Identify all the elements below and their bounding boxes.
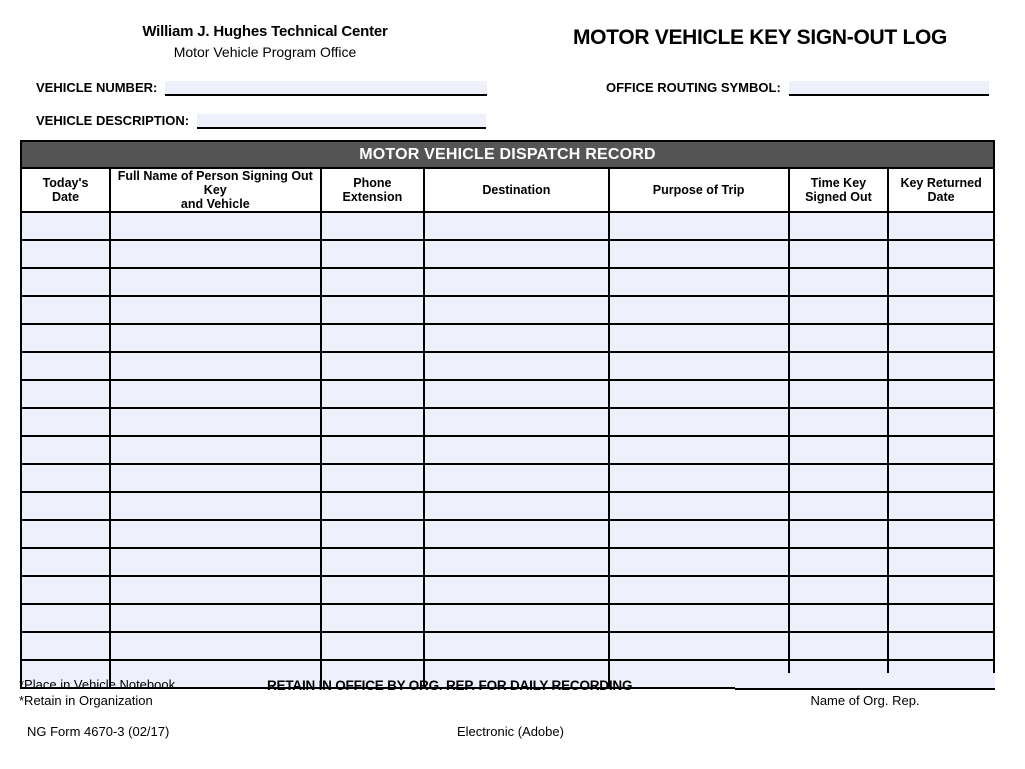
- table-cell-r5-c1[interactable]: [110, 352, 321, 380]
- table-cell-r6-c5[interactable]: [789, 380, 888, 408]
- electronic-format-label: Electronic (Adobe): [457, 724, 564, 739]
- table-cell-r2-c2[interactable]: [321, 268, 425, 296]
- table-row: [21, 268, 994, 296]
- organization-office: Motor Vehicle Program Office: [173, 44, 357, 60]
- table-cell-r14-c0[interactable]: [21, 604, 110, 632]
- table-cell-r7-c1[interactable]: [110, 408, 321, 436]
- table-cell-r1-c2[interactable]: [321, 240, 425, 268]
- table-cell-r7-c4[interactable]: [609, 408, 789, 436]
- table-cell-r15-c6[interactable]: [888, 632, 994, 660]
- table-cell-r2-c4[interactable]: [609, 268, 789, 296]
- table-cell-r11-c0[interactable]: [21, 520, 110, 548]
- table-row: [21, 212, 994, 240]
- column-header-3: [424, 168, 608, 212]
- column-header-line: Date: [51, 190, 80, 204]
- table-cell-r4-c0[interactable]: [21, 324, 110, 352]
- table-cell-r8-c2[interactable]: [321, 436, 425, 464]
- table-cell-r11-c1[interactable]: [110, 520, 321, 548]
- page-title: MOTOR VEHICLE KEY SIGN-OUT LOG: [572, 26, 948, 49]
- table-cell-r7-c0[interactable]: [21, 408, 110, 436]
- column-header-5: [789, 168, 888, 212]
- table-cell-r0-c5[interactable]: [789, 212, 888, 240]
- table-row: [21, 240, 994, 268]
- table-row: [21, 464, 994, 492]
- table-cell-r7-c3[interactable]: [424, 408, 608, 436]
- table-cell-r8-c0[interactable]: [21, 436, 110, 464]
- column-header-line: Signed Out: [805, 190, 872, 204]
- table-cell-r10-c0[interactable]: [21, 492, 110, 520]
- table-band-row: [21, 141, 994, 168]
- table-cell-r9-c2[interactable]: [321, 464, 425, 492]
- office-routing-symbol-row: [606, 80, 989, 96]
- table-cell-r12-c6[interactable]: [888, 548, 994, 576]
- table-row: [21, 492, 994, 520]
- column-header-2: [321, 168, 425, 212]
- table-cell-r13-c3[interactable]: [424, 576, 608, 604]
- table-cell-r3-c1[interactable]: [110, 296, 321, 324]
- table-band-title: MOTOR VEHICLE DISPATCH RECORD: [21, 141, 994, 168]
- table-cell-r0-c6[interactable]: [888, 212, 994, 240]
- table-cell-r12-c0[interactable]: [21, 548, 110, 576]
- table-cell-r10-c1[interactable]: [110, 492, 321, 520]
- table-row: [21, 604, 994, 632]
- table-cell-r8-c4[interactable]: [609, 436, 789, 464]
- organization-block: [20, 22, 510, 62]
- table-cell-r0-c0[interactable]: [21, 212, 110, 240]
- table-cell-r4-c6[interactable]: [888, 324, 994, 352]
- table-cell-r14-c4[interactable]: [609, 604, 789, 632]
- vehicle-number-label: VEHICLE NUMBER:: [36, 80, 158, 95]
- table-cell-r4-c3[interactable]: [424, 324, 608, 352]
- table-cell-r10-c4[interactable]: [609, 492, 789, 520]
- table-cell-r4-c1[interactable]: [110, 324, 321, 352]
- table-cell-r15-c0[interactable]: [21, 632, 110, 660]
- table-row: [21, 324, 994, 352]
- vehicle-description-label: VEHICLE DESCRIPTION:: [36, 113, 190, 128]
- table-cell-r14-c6[interactable]: [888, 604, 994, 632]
- table-row: [21, 352, 994, 380]
- column-header-line: Today's: [42, 176, 89, 190]
- table-cell-r14-c2[interactable]: [321, 604, 425, 632]
- footnote-place-in-vehicle-notebook: *Place in Vehicle Notebook: [19, 677, 176, 692]
- table-row: [21, 632, 994, 660]
- table-cell-r8-c1[interactable]: [110, 436, 321, 464]
- footnote-retain-in-organization: *Retain in Organization: [19, 693, 153, 708]
- table-header-row: [21, 168, 994, 212]
- table-cell-r9-c1[interactable]: [110, 464, 321, 492]
- table-cell-r3-c6[interactable]: [888, 296, 994, 324]
- table-cell-r14-c1[interactable]: [110, 604, 321, 632]
- table-cell-r12-c5[interactable]: [789, 548, 888, 576]
- column-header-line: Phone: [353, 176, 392, 190]
- table-cell-r6-c1[interactable]: [110, 380, 321, 408]
- vehicle-number-input[interactable]: [165, 81, 487, 96]
- column-header-line: Purpose of Trip: [652, 183, 745, 197]
- table-cell-r7-c6[interactable]: [888, 408, 994, 436]
- table-cell-r5-c6[interactable]: [888, 352, 994, 380]
- table-body: [21, 212, 994, 688]
- column-header-0: [21, 168, 110, 212]
- column-header-line: and Vehicle: [180, 197, 250, 211]
- table-cell-r15-c2[interactable]: [321, 632, 425, 660]
- table-cell-r13-c1[interactable]: [110, 576, 321, 604]
- table-cell-r2-c3[interactable]: [424, 268, 608, 296]
- table-cell-r2-c0[interactable]: [21, 268, 110, 296]
- table-cell-r0-c1[interactable]: [110, 212, 321, 240]
- table-cell-r5-c3[interactable]: [424, 352, 608, 380]
- table-cell-r1-c0[interactable]: [21, 240, 110, 268]
- table-cell-r9-c4[interactable]: [609, 464, 789, 492]
- org-rep-name-input[interactable]: [735, 673, 995, 690]
- table-cell-r9-c0[interactable]: [21, 464, 110, 492]
- table-cell-r9-c5[interactable]: [789, 464, 888, 492]
- table-cell-r7-c2[interactable]: [321, 408, 425, 436]
- column-header-line: Extension: [342, 190, 403, 204]
- table-cell-r11-c5[interactable]: [789, 520, 888, 548]
- table-cell-r3-c3[interactable]: [424, 296, 608, 324]
- table-cell-r3-c4[interactable]: [609, 296, 789, 324]
- table-cell-r10-c2[interactable]: [321, 492, 425, 520]
- table-cell-r0-c3[interactable]: [424, 212, 608, 240]
- table-row: [21, 576, 994, 604]
- table-cell-r12-c2[interactable]: [321, 548, 425, 576]
- column-header-line: Destination: [482, 183, 551, 197]
- table-cell-r11-c4[interactable]: [609, 520, 789, 548]
- table-cell-r5-c5[interactable]: [789, 352, 888, 380]
- office-routing-symbol-input[interactable]: [789, 81, 989, 96]
- table-cell-r11-c6[interactable]: [888, 520, 994, 548]
- form-number-label: NG Form 4670-3 (02/17): [27, 724, 170, 739]
- table-row: [21, 436, 994, 464]
- table-cell-r12-c1[interactable]: [110, 548, 321, 576]
- table-cell-r15-c5[interactable]: [789, 632, 888, 660]
- table-cell-r10-c5[interactable]: [789, 492, 888, 520]
- org-rep-caption: Name of Org. Rep.: [810, 693, 920, 708]
- table-cell-r6-c6[interactable]: [888, 380, 994, 408]
- column-header-4: [609, 168, 789, 212]
- table-cell-r6-c2[interactable]: [321, 380, 425, 408]
- table-cell-r10-c3[interactable]: [424, 492, 608, 520]
- table-cell-r8-c5[interactable]: [789, 436, 888, 464]
- table-cell-r11-c2[interactable]: [321, 520, 425, 548]
- table-cell-r3-c0[interactable]: [21, 296, 110, 324]
- table-cell-r12-c3[interactable]: [424, 548, 608, 576]
- table-cell-r1-c6[interactable]: [888, 240, 994, 268]
- table-cell-r0-c4[interactable]: [609, 212, 789, 240]
- table-cell-r7-c5[interactable]: [789, 408, 888, 436]
- retain-in-office-notice: RETAIN IN OFFICE BY ORG. REP. FOR DAILY RECORDING: [267, 678, 633, 693]
- table-cell-r4-c2[interactable]: [321, 324, 425, 352]
- table-cell-r15-c4[interactable]: [609, 632, 789, 660]
- vehicle-number-row: [36, 80, 487, 96]
- table-cell-r12-c4[interactable]: [609, 548, 789, 576]
- table-cell-r6-c4[interactable]: [609, 380, 789, 408]
- table-cell-r5-c2[interactable]: [321, 352, 425, 380]
- table-row: [21, 380, 994, 408]
- table-cell-r6-c3[interactable]: [424, 380, 608, 408]
- table-cell-r14-c5[interactable]: [789, 604, 888, 632]
- page-header: [0, 0, 1025, 70]
- table-cell-r15-c3[interactable]: [424, 632, 608, 660]
- column-header-line: Date: [927, 190, 955, 204]
- table-cell-r13-c2[interactable]: [321, 576, 425, 604]
- table-row: [21, 520, 994, 548]
- table-cell-r8-c6[interactable]: [888, 436, 994, 464]
- table-cell-r3-c5[interactable]: [789, 296, 888, 324]
- table-cell-r11-c3[interactable]: [424, 520, 608, 548]
- table-cell-r9-c3[interactable]: [424, 464, 608, 492]
- vehicle-description-input[interactable]: [197, 114, 486, 129]
- organization-name: William J. Hughes Technical Center: [142, 23, 388, 40]
- table-cell-r1-c1[interactable]: [110, 240, 321, 268]
- table-cell-r2-c5[interactable]: [789, 268, 888, 296]
- table-cell-r10-c6[interactable]: [888, 492, 994, 520]
- table-cell-r3-c2[interactable]: [321, 296, 425, 324]
- table-row: [21, 296, 994, 324]
- table-cell-r1-c3[interactable]: [424, 240, 608, 268]
- table-cell-r1-c5[interactable]: [789, 240, 888, 268]
- table-cell-r13-c4[interactable]: [609, 576, 789, 604]
- table-cell-r1-c4[interactable]: [609, 240, 789, 268]
- table-cell-r13-c0[interactable]: [21, 576, 110, 604]
- column-header-line: Time Key: [810, 176, 867, 190]
- table-row: [21, 548, 994, 576]
- table-cell-r6-c0[interactable]: [21, 380, 110, 408]
- dispatch-record-table: [20, 140, 995, 689]
- column-header-line: Full Name of Person Signing Out Key: [117, 169, 313, 197]
- table-cell-r5-c0[interactable]: [21, 352, 110, 380]
- column-header-6: [888, 168, 994, 212]
- table-cell-r9-c6[interactable]: [888, 464, 994, 492]
- table-cell-r14-c3[interactable]: [424, 604, 608, 632]
- table-cell-r8-c3[interactable]: [424, 436, 608, 464]
- table-cell-r2-c6[interactable]: [888, 268, 994, 296]
- org-rep-field-group: [735, 672, 995, 710]
- table-cell-r4-c5[interactable]: [789, 324, 888, 352]
- column-header-line: Key Returned: [900, 176, 982, 190]
- table-cell-r5-c4[interactable]: [609, 352, 789, 380]
- table-cell-r13-c6[interactable]: [888, 576, 994, 604]
- vehicle-description-row: [36, 113, 486, 129]
- table-cell-r13-c5[interactable]: [789, 576, 888, 604]
- table-cell-r0-c2[interactable]: [321, 212, 425, 240]
- table-cell-r4-c4[interactable]: [609, 324, 789, 352]
- column-header-1: [110, 168, 321, 212]
- table-cell-r15-c1[interactable]: [110, 632, 321, 660]
- footnotes: [19, 677, 175, 709]
- table-row: [21, 408, 994, 436]
- table-cell-r2-c1[interactable]: [110, 268, 321, 296]
- office-routing-symbol-label: OFFICE ROUTING SYMBOL:: [606, 80, 781, 95]
